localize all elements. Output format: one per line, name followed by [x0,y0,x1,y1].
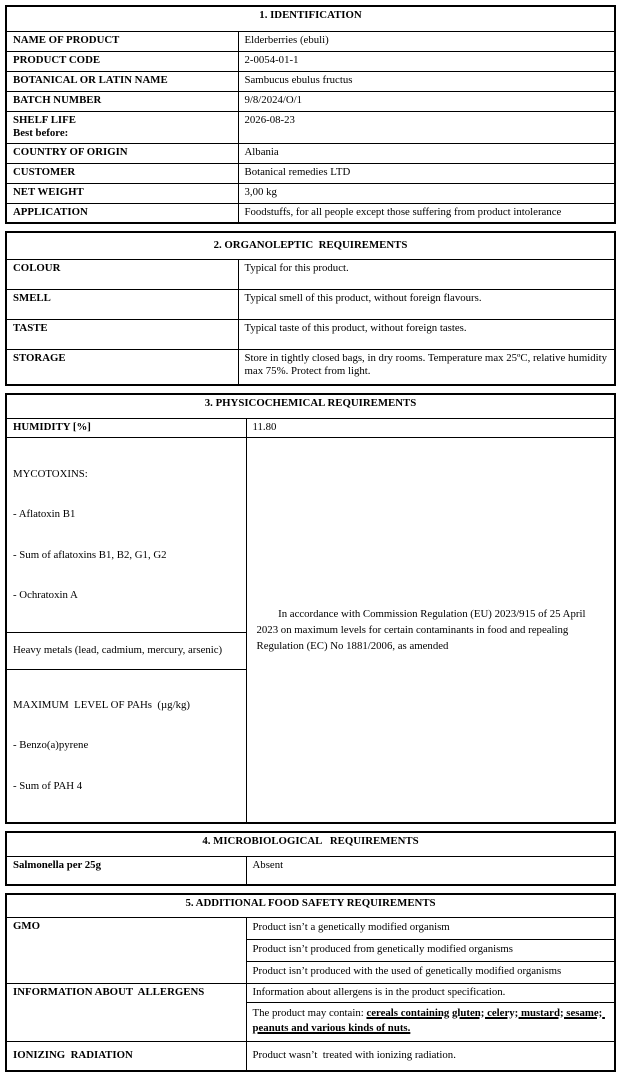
humidity-label: HUMIDITY [%] [6,418,246,437]
ionizing-radiation-value: Product wasn’t treated with ionizing radiation. [246,1041,615,1071]
section-title-microbiological: 4. MICROBIOLOGICAL REQUIREMENTS [6,832,615,856]
regulation-note-cell [246,437,615,823]
mycotoxin-item: - Sum of aflatoxins B1, B2, G1, G2 [13,548,167,561]
smell-value: Typical smell of this product, without foreign flavours. [238,289,615,319]
allergens-statement: Information about allergens is in the product specification. [246,983,615,1002]
allergens-may-contain [246,1002,615,1041]
mycotoxins-heading: MYCOTOXINS: [13,467,88,480]
shelf-life-value: 2026-08-23 [238,111,615,143]
section-title-row [6,232,615,259]
section-title-organoleptic: 2. ORGANOLEPTIC REQUIREMENTS [6,232,615,259]
identification-table [5,5,616,224]
table-row [6,71,615,91]
batch-number-value: 9/8/2024/O/1 [238,91,615,111]
ionizing-radiation-label: IONIZING RADIATION [6,1041,246,1071]
table-row [6,856,615,885]
pahs-heading: MAXIMUM LEVEL OF PAHs (µg/kg) [13,698,190,711]
physicochemical-table [5,393,616,824]
application-value: Foodstuffs, for all people except those suffering from product intolerance [238,203,615,223]
mycotoxin-item: - Aflatoxin B1 [13,508,76,520]
botanical-name-label: BOTANICAL OR LATIN NAME [6,71,238,91]
heavy-metals-detail: lead, cadmium, mercury, arsenic) [78,643,223,656]
food-safety-table [5,893,616,1072]
section-title-physicochemical: 3. PHYSICOCHEMICAL REQUIREMENTS [6,394,615,418]
shelf-life-label [6,111,238,143]
table-row [6,259,615,289]
humidity-value: 11.80 [246,418,615,437]
smell-label: SMELL [6,289,238,319]
salmonella-label: Salmonella per 25g [6,856,246,885]
mycotoxins-cell [6,437,246,632]
net-weight-label: NET WEIGHT [6,183,238,203]
gmo-statement: Product isn’t produced with the used of genetically modified organisms [246,961,615,983]
section-title-row [6,894,615,917]
microbiological-table [5,831,616,886]
section-title-row [6,832,615,856]
table-row [6,289,615,319]
gmo-statement: Product isn’t a genetically modified organism [246,917,615,939]
table-row [6,418,615,437]
table-row [6,349,615,385]
pahs-item: - Benzo(a)pyrene [13,739,89,751]
table-row [6,163,615,183]
table-row [6,1041,615,1071]
colour-label: COLOUR [6,259,238,289]
salmonella-value: Absent [246,856,615,885]
table-row [6,319,615,349]
shelf-life-label-line2: Best before: [13,127,69,139]
table-row [6,437,615,632]
table-row [6,51,615,71]
section-title-row [6,6,615,31]
table-row [6,111,615,143]
section-title-identification: 1. IDENTIFICATION [6,6,615,31]
storage-value: Store in tightly closed bags, in dry rooms. Temperature max 25ºC, relative humidity max 75%. Protect from light. [238,349,615,385]
country-of-origin-value: Albania [238,143,615,163]
section-title-food-safety: 5. ADDITIONAL FOOD SAFETY REQUIREMENTS [6,894,615,917]
botanical-name-value: Sambucus ebulus fructus [238,71,615,91]
regulation-note: In accordance with Commission Regulation (EU) 2023/915 of 25 April 2023 on maximum levels for certain contaminants in food and repealing Regulation (EC) No 1881/2006, as amended [256,607,589,652]
storage-label: STORAGE [6,349,238,385]
allergens-may-contain-prefix: The product may contain: [252,1006,367,1019]
allergens-label: INFORMATION ABOUT ALLERGENS [6,983,246,1041]
table-row [6,31,615,51]
organoleptic-table [5,231,616,386]
batch-number-label: BATCH NUMBER [6,91,238,111]
gmo-statement: Product isn’t produced from genetically modified organisms [246,939,615,961]
product-code-value: 2-0054-01-1 [238,51,615,71]
table-row [6,917,615,939]
application-label: APPLICATION [6,203,238,223]
heavy-metals-heading: Heavy metals ( [13,643,79,656]
customer-value: Botanical remedies LTD [238,163,615,183]
taste-value: Typical taste of this product, without foreign tastes. [238,319,615,349]
table-row [6,91,615,111]
mycotoxin-item: - Ochratoxin A [13,589,78,601]
customer-label: CUSTOMER [6,163,238,183]
table-row [6,983,615,1002]
colour-value: Typical for this product. [238,259,615,289]
section-title-row [6,394,615,418]
pahs-item: - Sum of PAH 4 [13,779,83,792]
table-row [6,143,615,163]
table-row [6,203,615,223]
name-of-product-label: NAME OF PRODUCT [6,31,238,51]
product-code-label: PRODUCT CODE [6,51,238,71]
pahs-cell [6,669,246,823]
name-of-product-value: Elderberries (ebuli) [238,31,615,51]
net-weight-value: 3,00 kg [238,183,615,203]
taste-label: TASTE [6,319,238,349]
country-of-origin-label: COUNTRY OF ORIGIN [6,143,238,163]
shelf-life-label-line1: SHELF LIFE [13,113,76,126]
table-row [6,183,615,203]
gmo-label: GMO [6,917,246,983]
heavy-metals-cell [6,632,246,669]
allergens-list-emphasized: cereals containing gluten; celery; mustard; sesame; peanuts and various kinds of nuts. [252,1006,605,1034]
